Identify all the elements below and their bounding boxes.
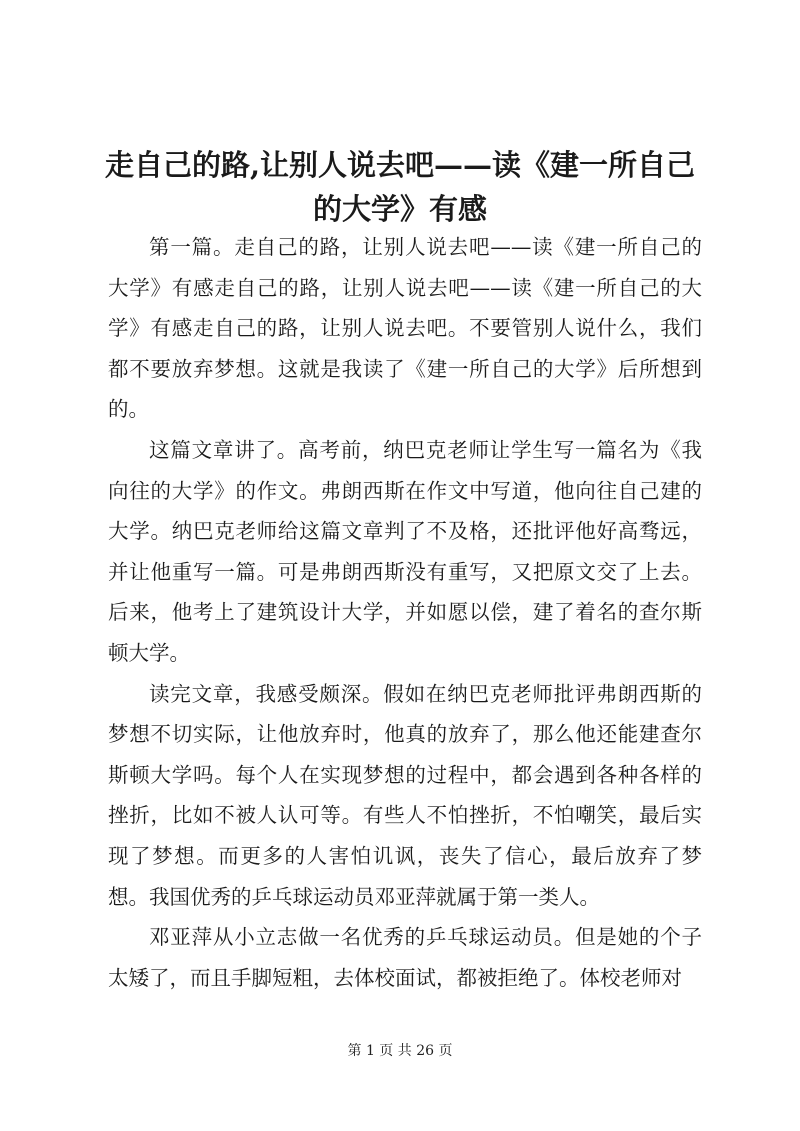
paragraph-2: 这篇文章讲了。高考前，纳巴克老师让学生写一篇名为《我向往的大学》的作文。弗朗西斯在作文中写道，他向往自己建的大学。纳巴克老师给这篇文章判了不及格，还批评他好高骛远，并让他重写一篇。可是弗朗西斯没有重写，又把原文交了上去。后来，他考上了建筑设计大学，并如愿以偿，建了着名的查尔斯顿大学。 — [108, 437, 702, 665]
paragraph-3: 读完文章，我感受颇深。假如在纳巴克老师批评弗朗西斯的梦想不切实际，让他放弃时，他真的放弃了，那么他还能建查尔斯顿大学吗。每个人在实现梦想的过程中，都会遇到各种各样的挫折，比如不被人认可等。有些人不怕挫折，不怕嘲笑，最后实现了梦想。而更多的人害怕讥讽，丧失了信心，最后放弃了梦想。我国优秀的乒乓球运动员邓亚萍就属于第一类人。 — [108, 681, 702, 909]
paragraph-4: 邓亚萍从小立志做一名优秀的乒乓球运动员。但是她的个子太矮了，而且手脚短粗，去体校面试，都被拒绝了。体校老师对 — [108, 925, 702, 990]
paragraph-1: 第一篇。走自己的路，让别人说去吧——读《建一所自己的大学》有感走自己的路，让别人说去吧——读《建一所自己的大学》有感走自己的路，让别人说去吧。不要管别人说什么，我们都不要放弃梦想。这就是我读了《建一所自己的大学》后所想到的。 — [108, 235, 702, 422]
document-body — [108, 227, 702, 998]
page-number-footer: 第 1 页 共 26 页 — [347, 1043, 453, 1059]
document-title: 走自己的路,让别人说去吧——读《建一所自己的大学》有感 — [104, 148, 696, 226]
